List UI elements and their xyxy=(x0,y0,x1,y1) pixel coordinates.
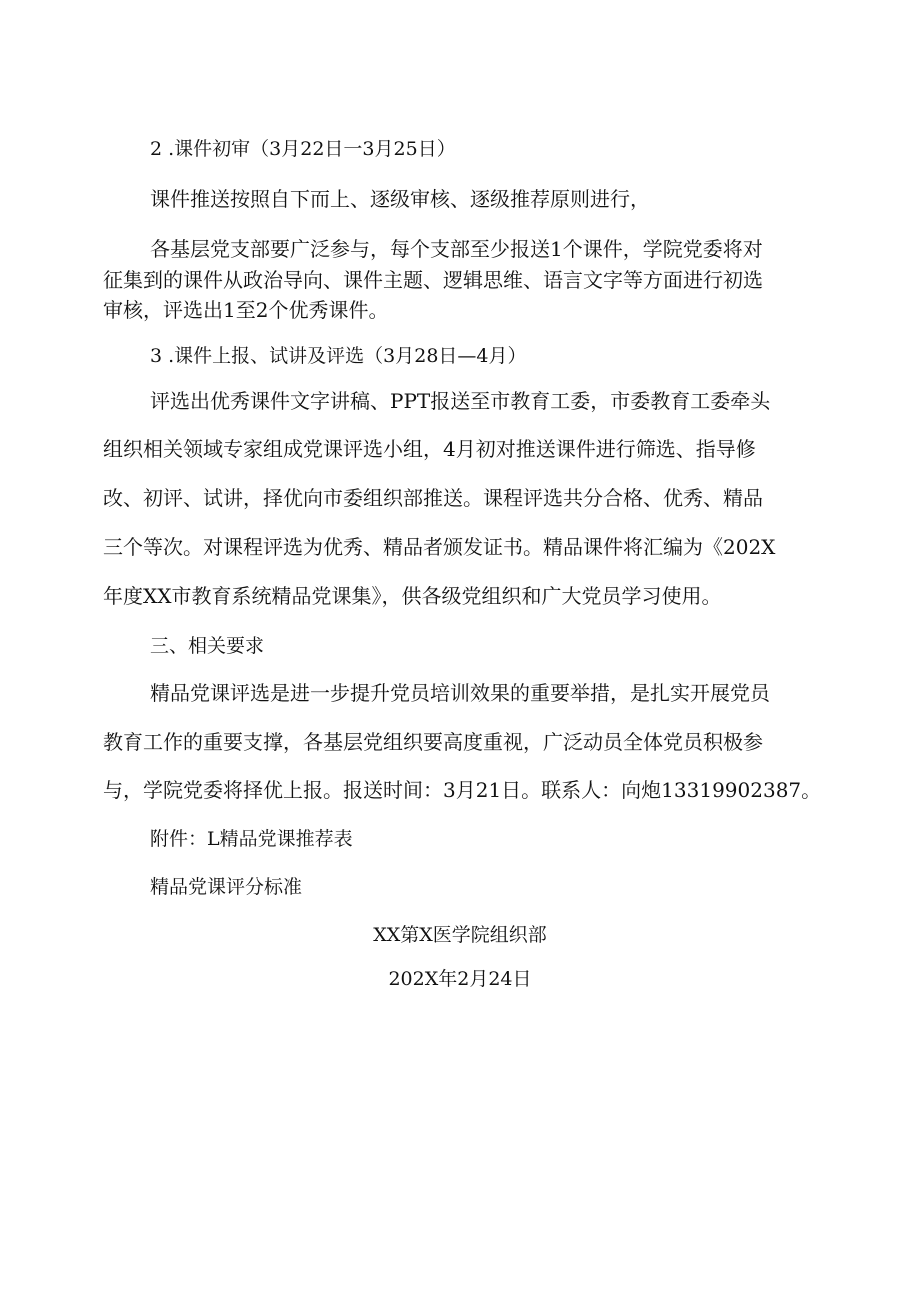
section3-paragraph-line3: 改、初评、试讲，择优向市委组织部推送。课程评选共分合格、优秀、精品 xyxy=(103,486,763,510)
attachment-line2: 精品党课评分标准 xyxy=(150,876,303,898)
signature-date: 202X年2月24日 xyxy=(388,968,532,990)
part3-paragraph-line2: 教育工作的重要支撑，各基层党组织要高度重视，广泛动员全体党员积极参 xyxy=(103,730,763,754)
part3-heading: 三、相关要求 xyxy=(150,635,265,657)
section3-heading: 3 .课件上报、试讲及评选（3月28日—4月） xyxy=(150,345,527,367)
section3-paragraph-line5: 年度XX市教育系统精品党课集》，供各级党组织和广大党员学习使用。 xyxy=(103,584,722,608)
section2-paragraph1: 课件推送按照自下而上、逐级审核、逐级推荐原则进行， xyxy=(150,187,650,211)
part3-paragraph-line1: 精品党课评选是进一步提升党员培训效果的重要举措，是扎实开展党员 xyxy=(150,681,770,705)
section2-heading: 2 .课件初审（3月22日一3月25日） xyxy=(150,138,456,160)
section3-paragraph-line2: 组织相关领域专家组成党课评选小组，4月初对推送课件进行筛选、指导修 xyxy=(103,437,756,461)
section3-paragraph-line1: 评选出优秀课件文字讲稿、PPT报送至市教育工委，市委教育工委牵头 xyxy=(150,389,771,413)
section2-paragraph2-line2: 征集到的课件从政治导向、课件主题、逻辑思维、语言文字等方面进行初选 xyxy=(103,268,763,292)
attachment-line1: 附件：L精品党课推荐表 xyxy=(150,828,353,850)
section2-paragraph2-line1: 各基层党支部要广泛参与，每个支部至少报送1个课件，学院党委将对 xyxy=(150,237,763,261)
section2-paragraph2-line3: 审核，评选出1至2个优秀课件。 xyxy=(103,298,389,322)
section3-paragraph-line4: 三个等次。对课程评选为优秀、精品者颁发证书。精品课件将汇编为《202X xyxy=(103,535,776,559)
part3-paragraph-line3: 与，学院党委将择优上报。报送时间：3月21日。联系人：向炮13319902387。 xyxy=(103,778,822,802)
signature-organization: XX第X医学院组织部 xyxy=(373,924,547,946)
